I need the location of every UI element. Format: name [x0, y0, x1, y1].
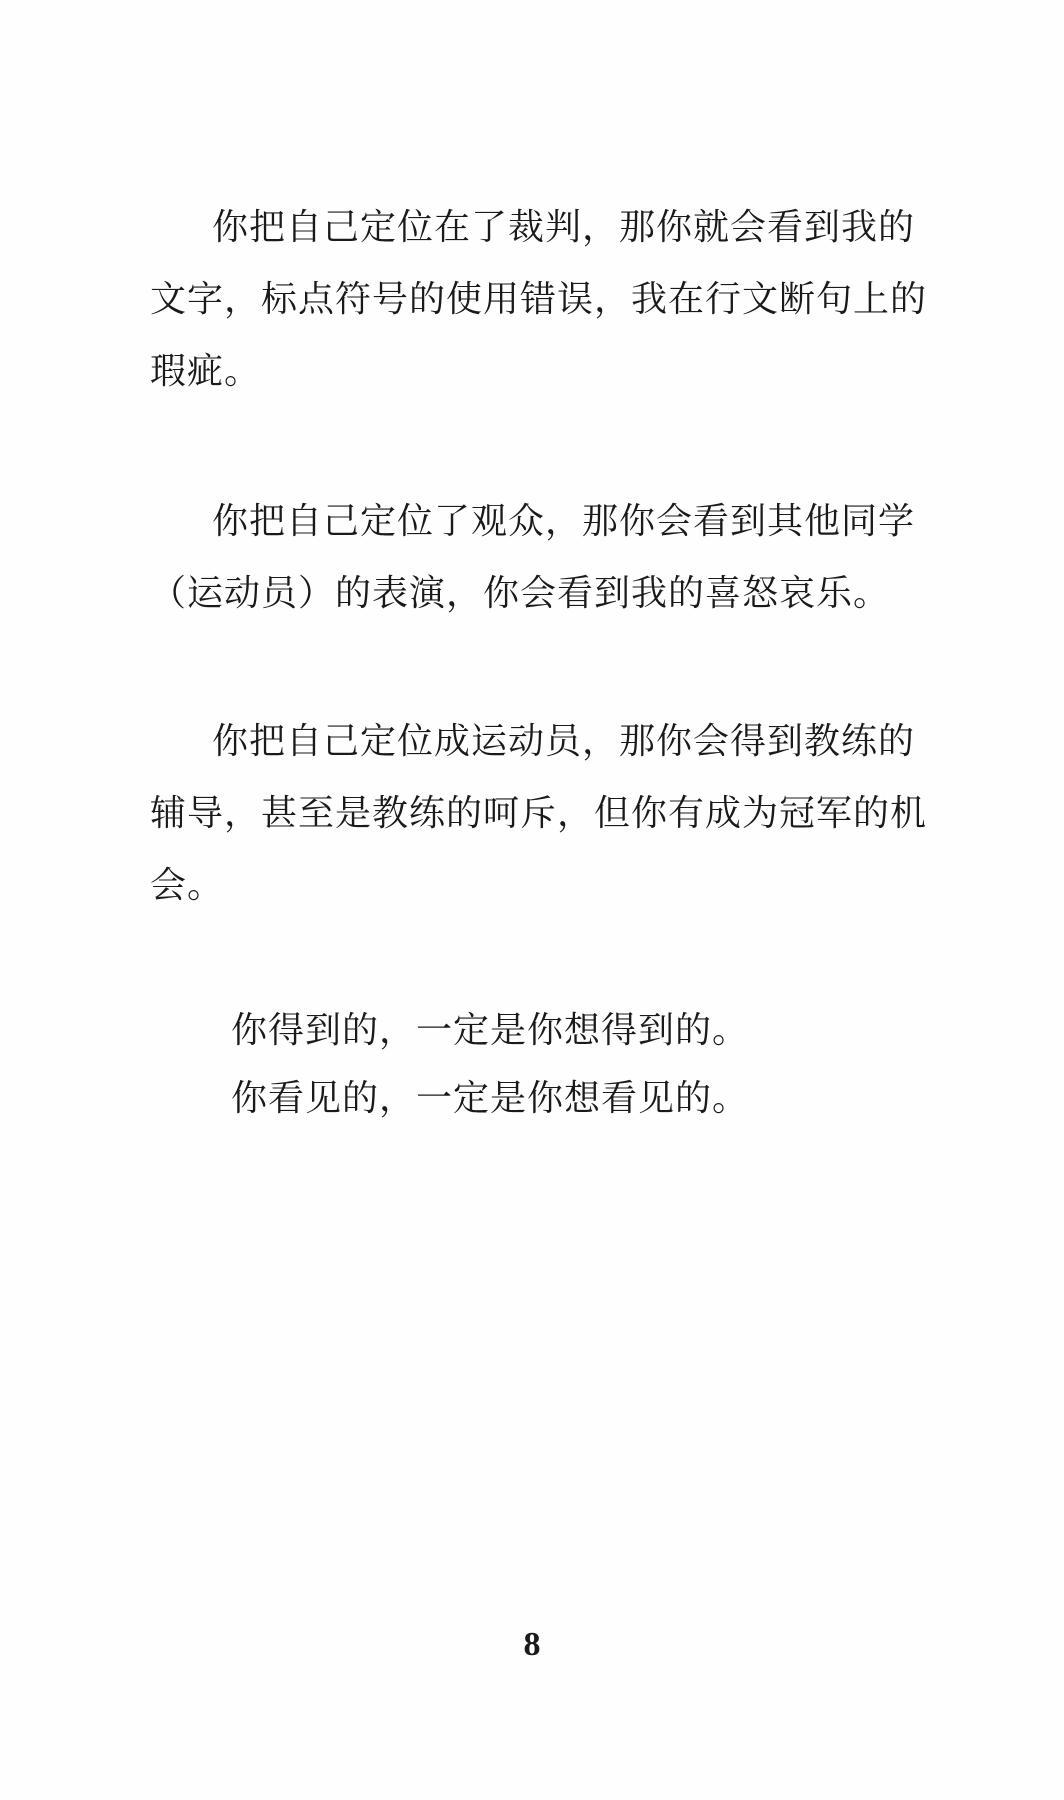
closing-line-see: [231, 1063, 991, 1135]
paragraph-athlete: [150, 706, 928, 922]
paragraph-line: 你把自己定位成运动员，那你会得到教练的: [212, 721, 916, 762]
paragraph-line: 瑕疵。: [150, 351, 262, 392]
paragraph-line: 文字，标点符号的使用错误，我在行文断句上的: [150, 279, 928, 320]
closing-line: 你看见的，一定是你想看见的。: [231, 1078, 750, 1119]
paragraph-audience: [150, 486, 916, 630]
closing-line-get: [231, 995, 991, 1067]
paragraph-line: 你把自己定位在了裁判，那你就会看到我的: [212, 207, 916, 248]
paragraph-line: 你把自己定位了观众，那你会看到其他同学: [212, 501, 916, 542]
paragraph-line: 辅导，甚至是教练的呵斥，但你有成为冠军的机: [150, 793, 928, 834]
paragraph-line: 会。: [150, 865, 225, 906]
page-number: 8: [523, 1626, 541, 1663]
paragraph-line: （运动员）的表演，你会看到我的喜怒哀乐。: [150, 573, 891, 614]
paragraph-referee: [150, 192, 928, 408]
closing-line: 你得到的，一定是你想得到的。: [231, 1010, 750, 1051]
